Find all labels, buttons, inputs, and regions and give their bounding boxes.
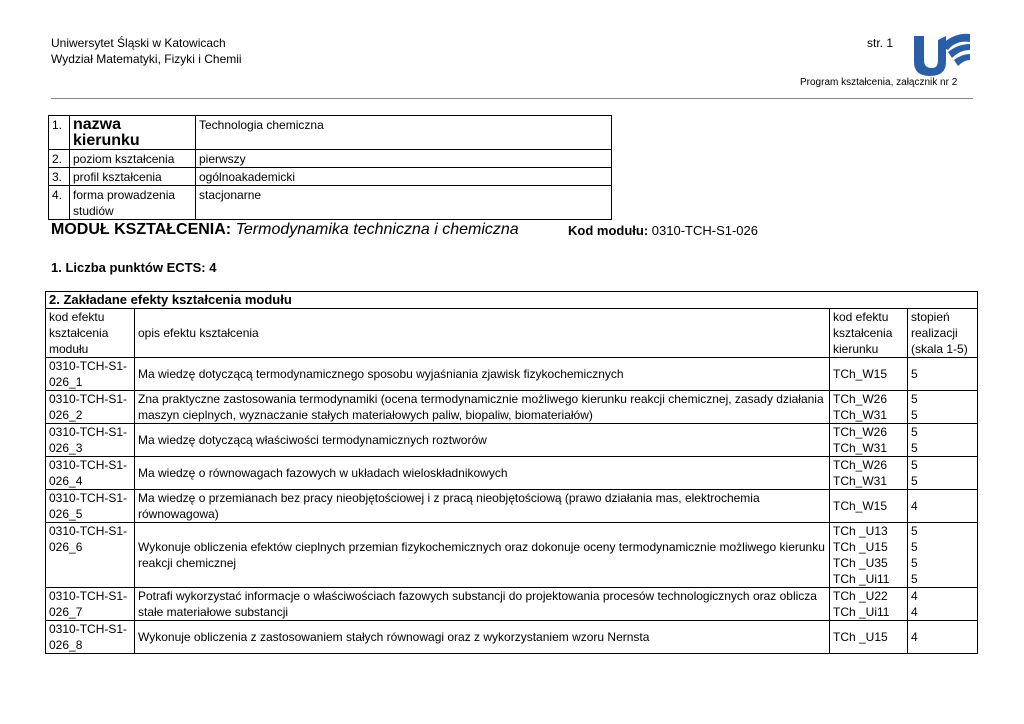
faculty-name: Wydział Matematyki, Fizyki i Chemii [51, 52, 242, 66]
info-num: 1. [49, 116, 70, 150]
direction-code: TCh _U22 [833, 589, 888, 603]
direction-code: TCh_W31 [833, 474, 888, 488]
realization-level: 5 [911, 441, 918, 455]
info-label: poziom kształcenia [70, 150, 196, 168]
outcome-description: Ma wiedzę o równowagach fazowych w układach wieloskładnikowych [135, 457, 830, 490]
info-row [49, 186, 612, 220]
module-code [568, 223, 758, 238]
university-name: Uniwersytet Śląski w Katowicach [51, 36, 226, 50]
table-row [46, 588, 978, 621]
realization-level: 4 [911, 605, 918, 619]
outcome-description: Zna praktyczne zastosowania termodynamiki (ocena termodynamicznie możliwego kierunku reakcji chemicznej, zasady działania maszyn cieplnych, wyznaczanie stałych materiałowych paliw, biopaliw, biomateriałów) [135, 391, 830, 424]
outcome-code: 0310-TCH-S1-026_5 [46, 490, 135, 523]
outcomes-header-row [46, 309, 978, 358]
realization-level: 5 [911, 458, 918, 472]
direction-codes [830, 457, 908, 490]
direction-code: TCh _Ui11 [833, 572, 890, 586]
col-header: kod efektu kształcenia kierunku [830, 309, 908, 358]
table-row [46, 621, 978, 654]
outcome-code: 0310-TCH-S1-026_3 [46, 424, 135, 457]
outcome-description: Wykonuje obliczenia efektów cieplnych przemian fizykochemicznych oraz dokonuje oceny termodynamicznie możliwego kierunku reakcji chemicznej [135, 523, 830, 588]
university-logo-icon [910, 30, 972, 78]
realization-levels [908, 490, 978, 523]
realization-levels [908, 457, 978, 490]
info-num: 4. [49, 186, 70, 220]
realization-level: 5 [911, 367, 918, 381]
module-code-label: Kod modułu: [568, 223, 649, 238]
direction-codes [830, 621, 908, 654]
outcome-code: 0310-TCH-S1-026_6 [46, 523, 135, 588]
info-row [49, 150, 612, 168]
direction-codes [830, 588, 908, 621]
module-code-value: 0310-TCH-S1-026 [651, 223, 758, 238]
realization-level: 5 [911, 474, 918, 488]
realization-levels [908, 358, 978, 391]
table-row [46, 358, 978, 391]
table-row [46, 457, 978, 490]
info-label: nazwa kierunku [70, 116, 196, 150]
direction-code: TCh _U13 [833, 524, 888, 538]
university-logo [910, 30, 972, 78]
outcome-code: 0310-TCH-S1-026_7 [46, 588, 135, 621]
info-value: pierwszy [196, 150, 612, 168]
table-row [46, 490, 978, 523]
direction-codes [830, 490, 908, 523]
module-name: Termodynamika techniczna i chemiczna [235, 221, 519, 238]
realization-levels [908, 424, 978, 457]
ects-label: 1. Liczba punktów ECTS [51, 260, 202, 275]
module-prefix: MODUŁ KSZTAŁCENIA: [51, 221, 232, 238]
direction-code: TCh _U15 [833, 630, 888, 644]
module-title [51, 221, 519, 239]
program-note: Program kształcenia, załącznik nr 2 [800, 77, 958, 88]
info-label: profil kształcenia [70, 168, 196, 186]
outcome-description: Ma wiedzę o przemianach bez pracy nieobjętościowej i z pracą nieobjętościową (prawo działania mas, elektrochemia równowagowa) [135, 490, 830, 523]
realization-levels [908, 523, 978, 588]
realization-level: 5 [911, 425, 918, 439]
table-row [46, 523, 978, 588]
outcome-code: 0310-TCH-S1-026_4 [46, 457, 135, 490]
direction-code: TCh _U15 [833, 540, 888, 554]
realization-level: 5 [911, 572, 918, 586]
direction-code: TCh_W15 [833, 367, 888, 381]
realization-level: 5 [911, 392, 918, 406]
info-label: forma prowadzenia studiów [70, 186, 196, 220]
direction-code: TCh_W31 [833, 441, 888, 455]
info-value: Technologia chemiczna [196, 116, 612, 150]
col-header: opis efektu kształcenia [135, 309, 830, 358]
outcome-description: Wykonuje obliczenia z zastosowaniem stałych równowagi oraz z wykorzystaniem wzoru Nernsta [135, 621, 830, 654]
col-header: kod efektu kształcenia modułu [46, 309, 135, 358]
outcome-description: Ma wiedzę dotyczącą właściwości termodynamicznych roztworów [135, 424, 830, 457]
realization-levels [908, 621, 978, 654]
ects-line: 1. Liczba punktów ECTS: 4 [51, 260, 217, 275]
info-num: 3. [49, 168, 70, 186]
outcome-description: Ma wiedzę dotyczącą termodynamicznego sposobu wyjaśniania zjawisk fizykochemicznych [135, 358, 830, 391]
outcome-description: Potrafi wykorzystać informacje o właściwościach fazowych substancji do projektowania procesów technologicznych oraz oblicza stałe materiałowe substancji [135, 588, 830, 621]
info-value: ogólnoakademicki [196, 168, 612, 186]
realization-levels [908, 588, 978, 621]
direction-code: TCh_W31 [833, 408, 888, 422]
outcome-code: 0310-TCH-S1-026_1 [46, 358, 135, 391]
realization-level: 4 [911, 630, 918, 644]
direction-code: TCh_W26 [833, 458, 888, 472]
header-rule [51, 98, 973, 99]
table-row [46, 424, 978, 457]
realization-level: 5 [911, 408, 918, 422]
table-row [46, 391, 978, 424]
info-row [49, 116, 612, 150]
info-num: 2. [49, 150, 70, 168]
outcome-code: 0310-TCH-S1-026_2 [46, 391, 135, 424]
direction-code: TCh_W26 [833, 392, 888, 406]
realization-level: 4 [911, 499, 918, 513]
direction-code: TCh _Ui11 [833, 605, 890, 619]
direction-codes [830, 391, 908, 424]
page-number: str. 1 [867, 36, 894, 50]
col-header: stopień realizacji (skala 1-5) [908, 309, 978, 358]
realization-level: 5 [911, 524, 918, 538]
realization-levels [908, 391, 978, 424]
outcomes-title: 2. Zakładane efekty kształcenia modułu [46, 292, 978, 309]
realization-level: 4 [911, 589, 918, 603]
program-info-table [48, 115, 612, 220]
learning-outcomes-table [45, 291, 978, 654]
realization-level: 5 [911, 540, 918, 554]
direction-code: TCh _U35 [833, 556, 888, 570]
realization-level: 5 [911, 556, 918, 570]
direction-code: TCh_W26 [833, 425, 888, 439]
direction-codes [830, 424, 908, 457]
ects-value: 4 [209, 260, 217, 275]
outcome-code: 0310-TCH-S1-026_8 [46, 621, 135, 654]
info-value: stacjonarne [196, 186, 612, 220]
direction-code: TCh_W15 [833, 499, 888, 513]
direction-codes [830, 523, 908, 588]
direction-codes [830, 358, 908, 391]
info-row [49, 168, 612, 186]
